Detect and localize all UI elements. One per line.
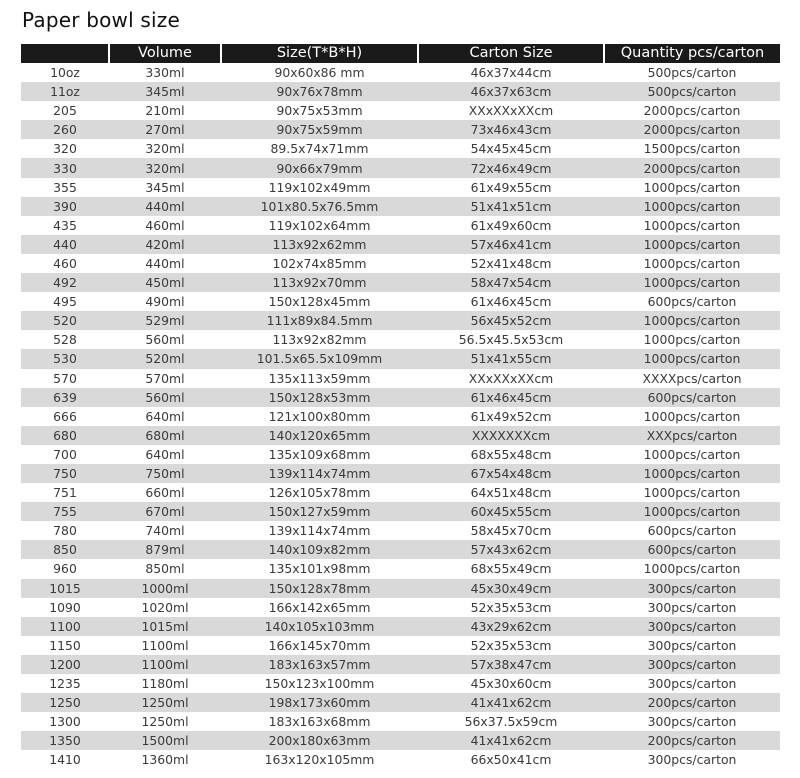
header-volume: Volume (109, 44, 221, 63)
table-row (21, 101, 780, 120)
cell-carton-size: 41x41x62cm (418, 693, 604, 712)
cell-carton-size: 56x45x52cm (418, 311, 604, 330)
cell-size: 200x180x63mm (221, 731, 418, 750)
cell-volume: 640ml (109, 445, 221, 464)
cell-model: 570 (21, 369, 109, 388)
cell-size: 102x74x85mm (221, 254, 418, 273)
table-row (21, 559, 780, 578)
cell-quantity: 1000pcs/carton (604, 464, 780, 483)
cell-volume: 1100ml (109, 655, 221, 674)
table-row (21, 655, 780, 674)
table-row (21, 636, 780, 655)
cell-volume: 450ml (109, 273, 221, 292)
cell-carton-size: 58x47x54cm (418, 273, 604, 292)
table-row (21, 750, 780, 769)
header-model (21, 44, 109, 63)
cell-volume: 460ml (109, 216, 221, 235)
cell-size: 183x163x57mm (221, 655, 418, 674)
table-row (21, 674, 780, 693)
table-row (21, 483, 780, 502)
cell-model: 680 (21, 426, 109, 445)
cell-model: 520 (21, 311, 109, 330)
cell-size: 135x101x98mm (221, 559, 418, 578)
cell-quantity: 1000pcs/carton (604, 502, 780, 521)
cell-model: 10oz (21, 63, 109, 82)
cell-quantity: 1000pcs/carton (604, 483, 780, 502)
cell-volume: 210ml (109, 101, 221, 120)
cell-volume: 640ml (109, 407, 221, 426)
cell-volume: 330ml (109, 63, 221, 82)
cell-volume: 850ml (109, 559, 221, 578)
cell-model: 260 (21, 120, 109, 139)
cell-quantity: 500pcs/carton (604, 82, 780, 101)
cell-quantity: 1500pcs/carton (604, 139, 780, 158)
cell-size: 198x173x60mm (221, 693, 418, 712)
cell-carton-size: 52x41x48cm (418, 254, 604, 273)
cell-volume: 660ml (109, 483, 221, 502)
header-size: Size(T*B*H) (221, 44, 418, 63)
cell-quantity: 1000pcs/carton (604, 235, 780, 254)
cell-model: 1200 (21, 655, 109, 674)
table-body (21, 63, 780, 769)
cell-carton-size: 51x41x55cm (418, 349, 604, 368)
cell-size: 150x128x45mm (221, 292, 418, 311)
cell-volume: 440ml (109, 254, 221, 273)
cell-carton-size: 61x49x60cm (418, 216, 604, 235)
cell-volume: 560ml (109, 330, 221, 349)
cell-carton-size: 41x41x62cm (418, 731, 604, 750)
cell-model: 1250 (21, 693, 109, 712)
cell-model: 1150 (21, 636, 109, 655)
table-row (21, 598, 780, 617)
cell-model: 850 (21, 540, 109, 559)
table-row (21, 388, 780, 407)
table-row (21, 330, 780, 349)
cell-size: 139x114x74mm (221, 521, 418, 540)
table-row (21, 254, 780, 273)
cell-volume: 570ml (109, 369, 221, 388)
cell-model: 330 (21, 158, 109, 177)
table-row (21, 617, 780, 636)
cell-size: 121x100x80mm (221, 407, 418, 426)
cell-quantity: 1000pcs/carton (604, 349, 780, 368)
cell-volume: 1015ml (109, 617, 221, 636)
table-header-row (21, 44, 780, 63)
cell-size: 163x120x105mm (221, 750, 418, 769)
table-row (21, 464, 780, 483)
cell-size: 150x128x53mm (221, 388, 418, 407)
cell-size: 166x145x70mm (221, 636, 418, 655)
cell-carton-size: 43x29x62cm (418, 617, 604, 636)
cell-carton-size: 57x38x47cm (418, 655, 604, 674)
table-row (21, 445, 780, 464)
cell-size: 113x92x62mm (221, 235, 418, 254)
table-row (21, 579, 780, 598)
cell-volume: 1500ml (109, 731, 221, 750)
cell-quantity: 300pcs/carton (604, 579, 780, 598)
cell-quantity: 300pcs/carton (604, 598, 780, 617)
cell-volume: 440ml (109, 197, 221, 216)
cell-quantity: 300pcs/carton (604, 750, 780, 769)
table-row (21, 178, 780, 197)
cell-quantity: 600pcs/carton (604, 521, 780, 540)
cell-volume: 320ml (109, 158, 221, 177)
cell-volume: 520ml (109, 349, 221, 368)
cell-size: 126x105x78mm (221, 483, 418, 502)
cell-size: 140x109x82mm (221, 540, 418, 559)
cell-size: 150x128x78mm (221, 579, 418, 598)
cell-quantity: 300pcs/carton (604, 655, 780, 674)
cell-size: 119x102x64mm (221, 216, 418, 235)
cell-carton-size: 58x45x70cm (418, 521, 604, 540)
cell-model: 700 (21, 445, 109, 464)
table-row (21, 82, 780, 101)
cell-size: 150x127x59mm (221, 502, 418, 521)
cell-volume: 560ml (109, 388, 221, 407)
cell-volume: 270ml (109, 120, 221, 139)
cell-size: 89.5x74x71mm (221, 139, 418, 158)
cell-carton-size: 51x41x51cm (418, 197, 604, 216)
cell-quantity: 600pcs/carton (604, 292, 780, 311)
cell-carton-size: 57x43x62cm (418, 540, 604, 559)
cell-model: 960 (21, 559, 109, 578)
cell-size: 90x75x53mm (221, 101, 418, 120)
cell-volume: 680ml (109, 426, 221, 445)
table-row (21, 311, 780, 330)
paper-bowl-size-table (21, 44, 780, 769)
table-row (21, 120, 780, 139)
cell-model: 1410 (21, 750, 109, 769)
cell-model: 750 (21, 464, 109, 483)
cell-quantity: 1000pcs/carton (604, 559, 780, 578)
cell-model: 530 (21, 349, 109, 368)
table-row (21, 693, 780, 712)
cell-volume: 420ml (109, 235, 221, 254)
cell-quantity: 1000pcs/carton (604, 178, 780, 197)
cell-volume: 670ml (109, 502, 221, 521)
cell-quantity: 500pcs/carton (604, 63, 780, 82)
cell-model: 1350 (21, 731, 109, 750)
cell-size: 166x142x65mm (221, 598, 418, 617)
cell-quantity: 1000pcs/carton (604, 216, 780, 235)
cell-size: 101.5x65.5x109mm (221, 349, 418, 368)
cell-quantity: 2000pcs/carton (604, 101, 780, 120)
cell-carton-size: 52x35x53cm (418, 598, 604, 617)
header-carton-size: Carton Size (418, 44, 604, 63)
cell-carton-size: XXxXXxXXcm (418, 101, 604, 120)
cell-model: 755 (21, 502, 109, 521)
cell-volume: 740ml (109, 521, 221, 540)
cell-quantity: XXXpcs/carton (604, 426, 780, 445)
cell-size: 139x114x74mm (221, 464, 418, 483)
cell-carton-size: 61x49x52cm (418, 407, 604, 426)
cell-size: 90x76x78mm (221, 82, 418, 101)
cell-volume: 1020ml (109, 598, 221, 617)
cell-carton-size: 68x55x49cm (418, 559, 604, 578)
cell-volume: 345ml (109, 82, 221, 101)
cell-model: 440 (21, 235, 109, 254)
table-row (21, 139, 780, 158)
size-table-container (21, 44, 780, 769)
cell-carton-size: 60x45x55cm (418, 502, 604, 521)
cell-model: 1235 (21, 674, 109, 693)
table-row (21, 731, 780, 750)
cell-quantity: 1000pcs/carton (604, 311, 780, 330)
cell-quantity: XXXXpcs/carton (604, 369, 780, 388)
cell-quantity: 200pcs/carton (604, 693, 780, 712)
cell-carton-size: 72x46x49cm (418, 158, 604, 177)
table-row (21, 712, 780, 731)
table-row (21, 158, 780, 177)
table-row (21, 216, 780, 235)
cell-model: 390 (21, 197, 109, 216)
cell-model: 1300 (21, 712, 109, 731)
cell-quantity: 1000pcs/carton (604, 445, 780, 464)
cell-quantity: 300pcs/carton (604, 617, 780, 636)
table-row (21, 502, 780, 521)
cell-quantity: 1000pcs/carton (604, 407, 780, 426)
cell-model: 1100 (21, 617, 109, 636)
cell-size: 113x92x70mm (221, 273, 418, 292)
cell-quantity: 300pcs/carton (604, 636, 780, 655)
cell-size: 135x113x59mm (221, 369, 418, 388)
cell-volume: 750ml (109, 464, 221, 483)
cell-volume: 1100ml (109, 636, 221, 655)
cell-model: 435 (21, 216, 109, 235)
table-row (21, 521, 780, 540)
cell-model: 666 (21, 407, 109, 426)
cell-model: 1015 (21, 579, 109, 598)
cell-quantity: 2000pcs/carton (604, 120, 780, 139)
cell-carton-size: 73x46x43cm (418, 120, 604, 139)
cell-carton-size: 46x37x44cm (418, 63, 604, 82)
cell-quantity: 300pcs/carton (604, 674, 780, 693)
cell-carton-size: 61x46x45cm (418, 292, 604, 311)
cell-volume: 1360ml (109, 750, 221, 769)
cell-carton-size: XXxXXxXXcm (418, 369, 604, 388)
cell-model: 492 (21, 273, 109, 292)
cell-carton-size: 54x45x45cm (418, 139, 604, 158)
cell-carton-size: XXXXXXXcm (418, 426, 604, 445)
cell-quantity: 600pcs/carton (604, 540, 780, 559)
table-row (21, 197, 780, 216)
cell-volume: 1180ml (109, 674, 221, 693)
cell-size: 140x105x103mm (221, 617, 418, 636)
cell-size: 135x109x68mm (221, 445, 418, 464)
cell-volume: 529ml (109, 311, 221, 330)
cell-quantity: 1000pcs/carton (604, 197, 780, 216)
table-header (21, 44, 780, 63)
cell-quantity: 1000pcs/carton (604, 330, 780, 349)
cell-carton-size: 67x54x48cm (418, 464, 604, 483)
table-row (21, 369, 780, 388)
cell-quantity: 1000pcs/carton (604, 273, 780, 292)
cell-size: 111x89x84.5mm (221, 311, 418, 330)
table-row (21, 292, 780, 311)
cell-carton-size: 57x46x41cm (418, 235, 604, 254)
cell-volume: 879ml (109, 540, 221, 559)
cell-volume: 1000ml (109, 579, 221, 598)
cell-size: 90x60x86 mm (221, 63, 418, 82)
cell-quantity: 1000pcs/carton (604, 254, 780, 273)
cell-volume: 320ml (109, 139, 221, 158)
table-row (21, 426, 780, 445)
table-row (21, 63, 780, 82)
cell-model: 460 (21, 254, 109, 273)
cell-size: 119x102x49mm (221, 178, 418, 197)
cell-quantity: 200pcs/carton (604, 731, 780, 750)
table-row (21, 540, 780, 559)
cell-model: 780 (21, 521, 109, 540)
cell-quantity: 2000pcs/carton (604, 158, 780, 177)
cell-volume: 490ml (109, 292, 221, 311)
cell-size: 113x92x82mm (221, 330, 418, 349)
cell-model: 751 (21, 483, 109, 502)
cell-volume: 345ml (109, 178, 221, 197)
cell-carton-size: 56.5x45.5x53cm (418, 330, 604, 349)
cell-carton-size: 52x35x53cm (418, 636, 604, 655)
cell-model: 639 (21, 388, 109, 407)
cell-model: 355 (21, 178, 109, 197)
header-quantity: Quantity pcs/carton (604, 44, 780, 63)
cell-carton-size: 61x46x45cm (418, 388, 604, 407)
cell-quantity: 300pcs/carton (604, 712, 780, 731)
cell-carton-size: 68x55x48cm (418, 445, 604, 464)
table-row (21, 235, 780, 254)
table-row (21, 273, 780, 292)
cell-model: 1090 (21, 598, 109, 617)
cell-model: 495 (21, 292, 109, 311)
cell-carton-size: 56x37.5x59cm (418, 712, 604, 731)
cell-carton-size: 61x49x55cm (418, 178, 604, 197)
table-row (21, 349, 780, 368)
cell-carton-size: 45x30x49cm (418, 579, 604, 598)
cell-size: 90x75x59mm (221, 120, 418, 139)
cell-volume: 1250ml (109, 712, 221, 731)
cell-model: 205 (21, 101, 109, 120)
cell-carton-size: 64x51x48cm (418, 483, 604, 502)
cell-model: 320 (21, 139, 109, 158)
cell-size: 150x123x100mm (221, 674, 418, 693)
cell-carton-size: 45x30x60cm (418, 674, 604, 693)
page-title: Paper bowl size (22, 8, 180, 32)
cell-size: 140x120x65mm (221, 426, 418, 445)
cell-size: 183x163x68mm (221, 712, 418, 731)
cell-volume: 1250ml (109, 693, 221, 712)
cell-carton-size: 66x50x41cm (418, 750, 604, 769)
cell-model: 528 (21, 330, 109, 349)
cell-carton-size: 46x37x63cm (418, 82, 604, 101)
cell-quantity: 600pcs/carton (604, 388, 780, 407)
cell-size: 101x80.5x76.5mm (221, 197, 418, 216)
cell-model: 11oz (21, 82, 109, 101)
table-row (21, 407, 780, 426)
cell-size: 90x66x79mm (221, 158, 418, 177)
